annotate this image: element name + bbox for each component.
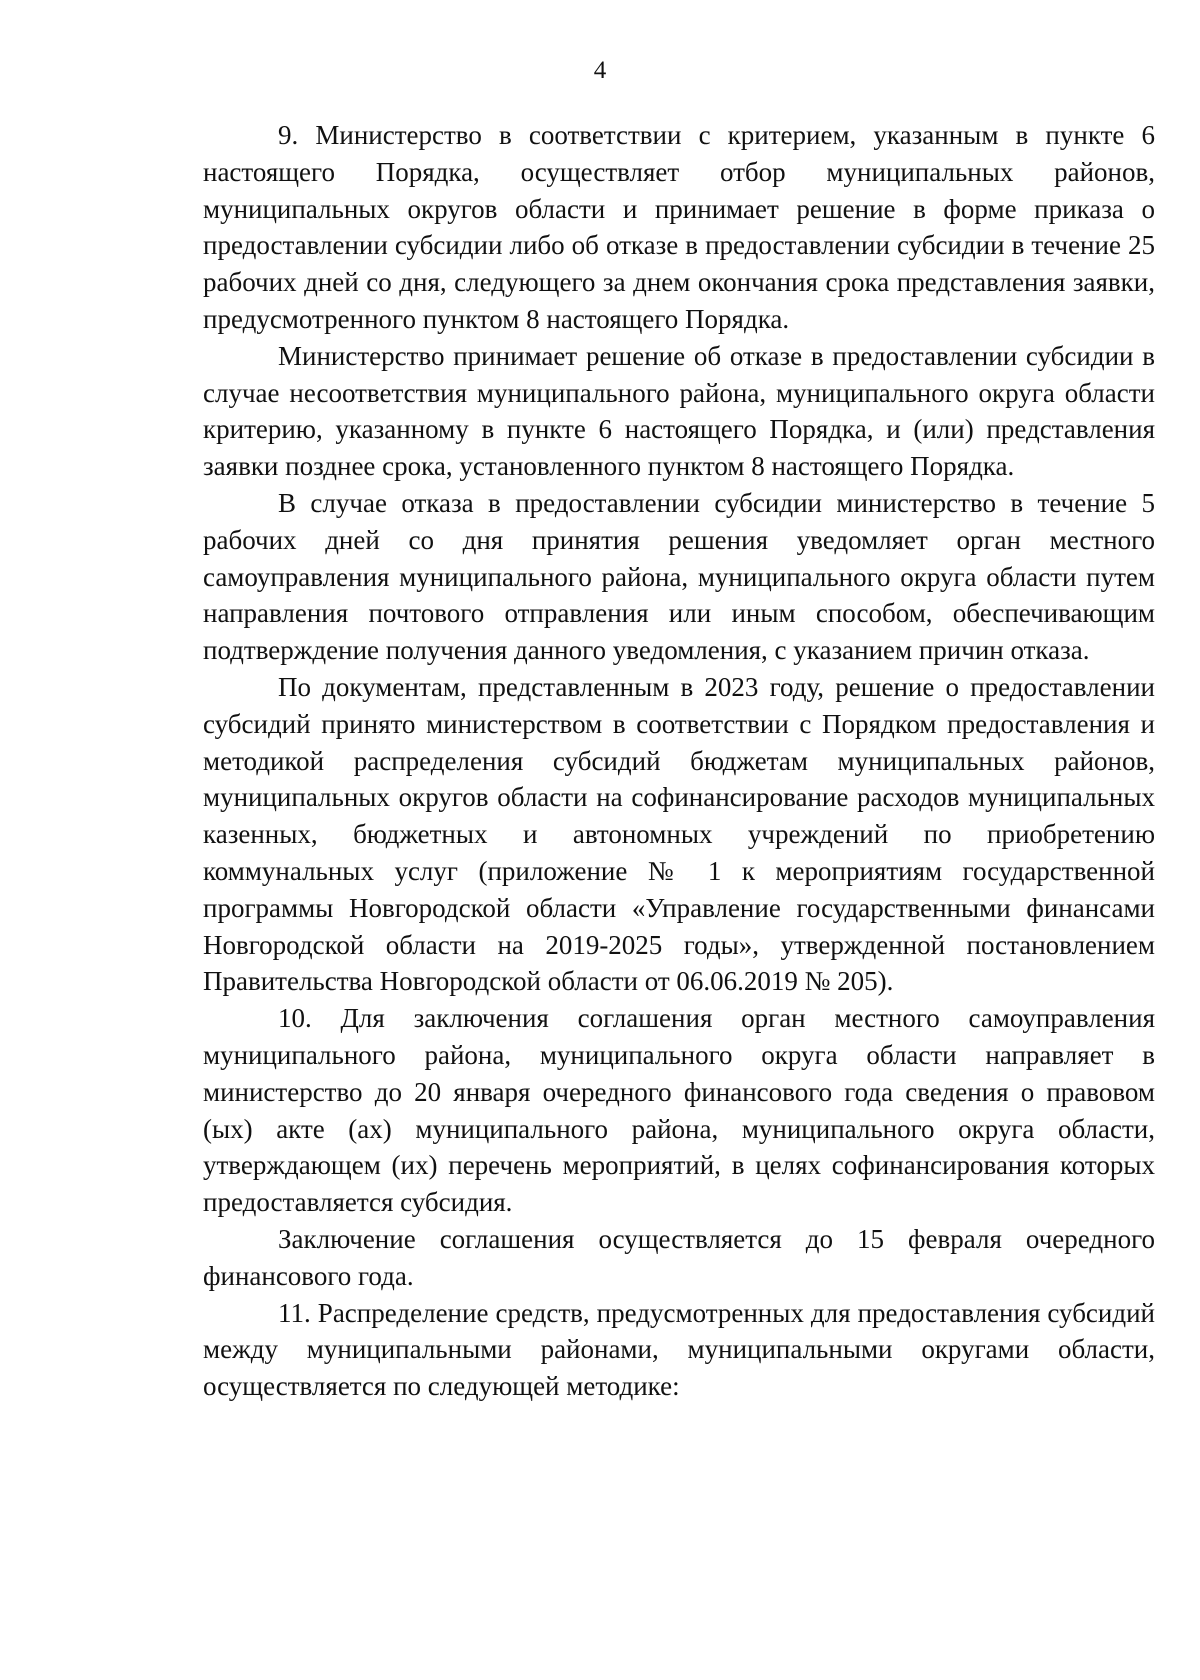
document-body [203,117,1155,1405]
paragraph-item-11: 11. Распределение средств, предусмотренных для предоставления субсидий между муниципальными районами, муниципальными округами области, осуществляется по следующей методике: [203,1297,1155,1402]
page-number: 4 [593,57,607,84]
paragraph-item-10: 10. Для заключения соглашения орган местного самоуправления муниципального района, муниципального округа области направляет в министерство до 20 января очередного финансового года сведения о правовом (ых) акте (ах) муниципального района, муниципального округа области, утверждающем (их) перечень мероприятий, в целях софинансирования которых предоставляется субсидия. [203,1003,1155,1218]
paragraph-refusal-notice: В случае отказа в предоставлении субсидии министерство в течение 5 рабочих дней со дня принятия решения уведомляет орган местного самоуправления муниципального района, муниципального округа области путем направления почтового отправления или иным способом, обеспечивающим подтверждение получения данного уведомления, с указанием причин отказа. [203,487,1155,666]
paragraph-item-9: 9. Министерство в соответствии с критерием, указанным в пункте 6 настоящего Порядка, осуществляет отбор муниципальных районов, муниципальных округов области и принимает решение в форме приказа о предоставлении субсидии либо об отказе в предоставлении субсидии в течение 25 рабочих дней со дня, следующего за днем окончания срока представления заявки, предусмотренного пунктом 8 настоящего Порядка. [203,120,1155,334]
paragraph-agreement-deadline: Заключение соглашения осуществляется до 15 февраля очередного финансового года. [203,1223,1155,1291]
paragraph-2023-documents: По документам, представленным в 2023 году, решение о предоставлении субсидий принято министерством в соответствии с Порядком предоставления и методикой распределения субсидий бюджетам муниципальных районов, муниципальных округов области на софинансирование расходов муниципальных казенных, бюджетных и автономных учреждений по приобретению коммунальных услуг (приложение № 1 к мероприятиям государственной программы Новгородской области «Управление государственными финансами Новгородской области на 2019-2025 годы», утвержденной постановлением Правительства Новгородской области от 06.06.2019 № 205). [203,671,1155,997]
paragraph-refusal-decision: Министерство принимает решение об отказе в предоставлении субсидии в случае несоответствия муниципального района, муниципального округа области критерию, указанному в пункте 6 настоящего Порядка, и (или) представления заявки позднее срока, установленного пунктом 8 настоящего Порядка. [203,340,1155,482]
